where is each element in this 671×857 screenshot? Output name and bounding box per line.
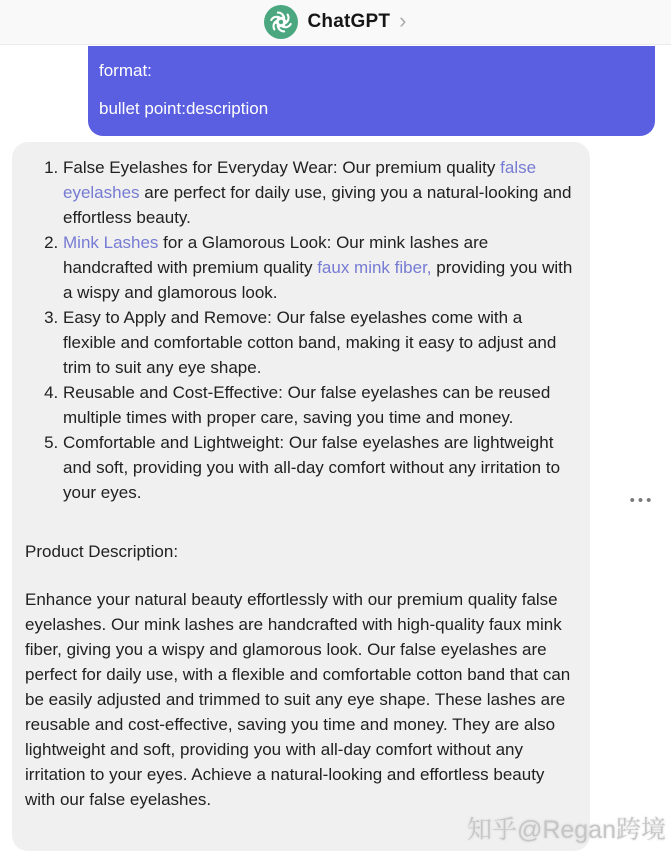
inline-link[interactable]: Mink Lashes bbox=[63, 233, 159, 252]
app-title[interactable]: ChatGPT bbox=[307, 11, 391, 32]
user-message-line: format: bbox=[99, 61, 152, 80]
more-options-button[interactable]: ••• bbox=[622, 490, 662, 512]
list-item bbox=[63, 380, 574, 430]
assistant-list bbox=[25, 155, 574, 505]
user-message-bubble bbox=[88, 46, 655, 136]
list-item bbox=[63, 230, 574, 305]
list-item-text: providing you with a wispy and glamorous look. bbox=[63, 258, 573, 302]
assistant-message-bubble bbox=[12, 142, 590, 851]
chatgpt-logo-icon bbox=[264, 5, 298, 39]
list-item-text: are perfect for daily use, giving you a natural-looking and effortless beauty. bbox=[63, 183, 572, 227]
user-message-line: bullet point:description bbox=[99, 99, 269, 118]
list-item-text: Reusable and Cost-Effective: Our false eyelashes can be reused multiple times with proper care, saving you time and money. bbox=[63, 383, 551, 427]
inline-link[interactable]: faux mink fiber, bbox=[317, 258, 432, 277]
list-item bbox=[63, 430, 574, 505]
header-bar bbox=[0, 0, 671, 45]
list-item bbox=[63, 305, 574, 380]
list-item-text: False Eyelashes for Everyday Wear: Our premium quality bbox=[63, 158, 501, 177]
chevron-right-icon[interactable]: › bbox=[399, 8, 407, 33]
watermark: 知乎@Regan跨境 bbox=[466, 816, 666, 844]
list-item bbox=[63, 155, 574, 230]
list-item-text: Easy to Apply and Remove: Our false eyelashes come with a flexible and comfortable cotton band, making it easy to adjust and trim to suit any eye shape. bbox=[63, 308, 557, 377]
list-item-text: Comfortable and Lightweight: Our false eyelashes are lightweight and soft, providing you with all-day comfort without any irritation to your eyes. bbox=[63, 433, 561, 502]
product-description-paragraph: Enhance your natural beauty effortlessly with our premium quality false eyelashes. Our mink lashes are handcrafted with high-quality faux mink fiber, giving you a wispy and glamorous look. Our false eyelashes are perfect for daily use, with a flexible and comfortable cotton band that can be easily adjusted and trimmed to suit any eye shape. These lashes are reusable and cost-effective, saving you time and money. They are also lightweight and soft, providing you with all-day comfort without any irritation to your eyes. Achieve a natural-looking and effortless beauty with our false eyelashes. bbox=[25, 590, 571, 809]
list-item-text: for a Glamorous Look: Our mink lashes are handcrafted with premium quality bbox=[63, 233, 489, 277]
inline-link[interactable]: false eyelashes bbox=[63, 158, 537, 202]
product-description-heading: Product Description: bbox=[25, 542, 179, 561]
